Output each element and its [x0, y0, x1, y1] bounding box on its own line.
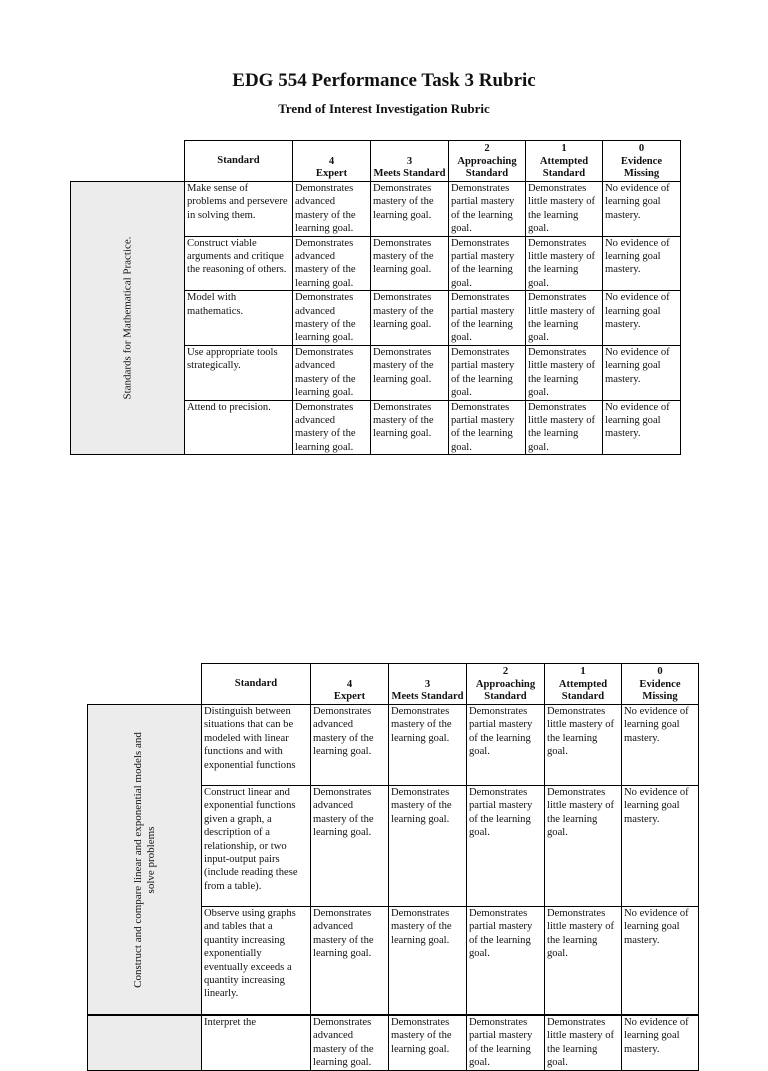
descriptor-level-1: Demonstrates little mastery of the learning goal. [545, 705, 622, 786]
descriptor-level-3: Demonstrates mastery of the learning goal. [371, 236, 449, 291]
descriptor-level-4: Demonstrates advanced mastery of the learning goal. [293, 182, 371, 237]
header-level-0: 0 Evidence Missing [622, 664, 699, 705]
header-level-1: 1 Attempted Standard [526, 141, 603, 182]
document-title: EDG 554 Performance Task 3 Rubric [232, 70, 536, 91]
rubric-table-continued [87, 1015, 699, 1071]
descriptor-level-1: Demonstrates little mastery of the learning goal. [526, 182, 603, 237]
standard-cell: Distinguish between situations that can be modeled with linear functions and with exponential functions [202, 705, 311, 786]
descriptor-level-1: Demonstrates little mastery of the learning goal. [545, 1016, 622, 1071]
descriptor-level-3: Demonstrates mastery of the learning goal. [389, 786, 467, 907]
descriptor-level-2: Demonstrates partial mastery of the learning goal. [449, 400, 526, 455]
descriptor-level-4: Demonstrates advanced mastery of the learning goal. [293, 291, 371, 346]
descriptor-level-2: Demonstrates partial mastery of the learning goal. [449, 345, 526, 400]
descriptor-level-1: Demonstrates little mastery of the learning goal. [526, 345, 603, 400]
standard-cell: Construct viable arguments and critique the reasoning of others. [185, 236, 293, 291]
header-level-1: 1 Attempted Standard [545, 664, 622, 705]
descriptor-level-2: Demonstrates partial mastery of the learning goal. [449, 291, 526, 346]
descriptor-level-2: Demonstrates partial mastery of the learning goal. [467, 786, 545, 907]
category-label-cell [88, 705, 202, 1015]
rubric-table-mathematical-practice [70, 140, 681, 455]
descriptor-level-3: Demonstrates mastery of the learning goal. [371, 400, 449, 455]
header-level-3: 3 Meets Standard [371, 141, 449, 182]
descriptor-level-2: Demonstrates partial mastery of the learning goal. [467, 907, 545, 1015]
rubric-table-linear-exponential [87, 663, 699, 1015]
descriptor-level-3: Demonstrates mastery of the learning goal. [371, 182, 449, 237]
header-level-4: 4 Expert [311, 664, 389, 705]
header-level-2: 2 Approaching Standard [467, 664, 545, 705]
descriptor-level-2: Demonstrates partial mastery of the learning goal. [467, 1016, 545, 1071]
category-label: Standards for Mathematical Practice. [121, 236, 133, 400]
descriptor-level-0: No evidence of learning goal mastery. [603, 400, 681, 455]
header-level-3: 3 Meets Standard [389, 664, 467, 705]
standard-cell: Attend to precision. [185, 400, 293, 455]
descriptor-level-2: Demonstrates partial mastery of the learning goal. [449, 182, 526, 237]
descriptor-level-1: Demonstrates little mastery of the learning goal. [545, 786, 622, 907]
descriptor-level-4: Demonstrates advanced mastery of the learning goal. [311, 786, 389, 907]
standard-cell: Make sense of problems and persevere in solving them. [185, 182, 293, 237]
descriptor-level-4: Demonstrates advanced mastery of the learning goal. [293, 400, 371, 455]
corner-blank [88, 664, 202, 705]
standard-cell: Interpret the [202, 1016, 311, 1071]
descriptor-level-0: No evidence of learning goal mastery. [603, 345, 681, 400]
header-level-2: 2 Approaching Standard [449, 141, 526, 182]
descriptor-level-2: Demonstrates partial mastery of the learning goal. [467, 705, 545, 786]
descriptor-level-3: Demonstrates mastery of the learning goal. [389, 705, 467, 786]
descriptor-level-0: No evidence of learning goal mastery. [603, 291, 681, 346]
header-standard: Standard [185, 141, 293, 182]
descriptor-level-1: Demonstrates little mastery of the learning goal. [526, 236, 603, 291]
descriptor-level-0: No evidence of learning goal mastery. [622, 1016, 699, 1071]
descriptor-level-4: Demonstrates advanced mastery of the learning goal. [311, 705, 389, 786]
descriptor-level-4: Demonstrates advanced mastery of the learning goal. [311, 1016, 389, 1071]
corner-blank [71, 141, 185, 182]
standard-cell: Observe using graphs and tables that a quantity increasing exponentially eventually exceeds a quantity increasing linearly. [202, 907, 311, 1015]
descriptor-level-3: Demonstrates mastery of the learning goal. [371, 345, 449, 400]
descriptor-level-0: No evidence of learning goal mastery. [622, 907, 699, 1015]
standard-cell: Model with mathematics. [185, 291, 293, 346]
descriptor-level-0: No evidence of learning goal mastery. [622, 705, 699, 786]
descriptor-level-4: Demonstrates advanced mastery of the learning goal. [293, 236, 371, 291]
category-label-cell [71, 182, 185, 455]
descriptor-level-0: No evidence of learning goal mastery. [603, 182, 681, 237]
descriptor-level-1: Demonstrates little mastery of the learning goal. [545, 907, 622, 1015]
descriptor-level-3: Demonstrates mastery of the learning goal. [389, 907, 467, 1015]
category-label: Construct and compare linear and exponential models and solve problems [131, 731, 157, 988]
header-level-4: 4 Expert [293, 141, 371, 182]
descriptor-level-1: Demonstrates little mastery of the learning goal. [526, 291, 603, 346]
document-subtitle: Trend of Interest Investigation Rubric [278, 101, 490, 116]
descriptor-level-4: Demonstrates advanced mastery of the learning goal. [293, 345, 371, 400]
descriptor-level-2: Demonstrates partial mastery of the learning goal. [449, 236, 526, 291]
descriptor-level-3: Demonstrates mastery of the learning goal. [389, 1016, 467, 1071]
descriptor-level-4: Demonstrates advanced mastery of the learning goal. [311, 907, 389, 1015]
header-standard: Standard [202, 664, 311, 705]
descriptor-level-3: Demonstrates mastery of the learning goal. [371, 291, 449, 346]
standard-cell: Use appropriate tools strategically. [185, 345, 293, 400]
standard-cell: Construct linear and exponential functions given a graph, a description of a relationship, or two input-output pairs (include reading these from a table). [202, 786, 311, 907]
descriptor-level-0: No evidence of learning goal mastery. [622, 786, 699, 907]
descriptor-level-1: Demonstrates little mastery of the learning goal. [526, 400, 603, 455]
descriptor-level-0: No evidence of learning goal mastery. [603, 236, 681, 291]
header-level-0: 0 Evidence Missing [603, 141, 681, 182]
